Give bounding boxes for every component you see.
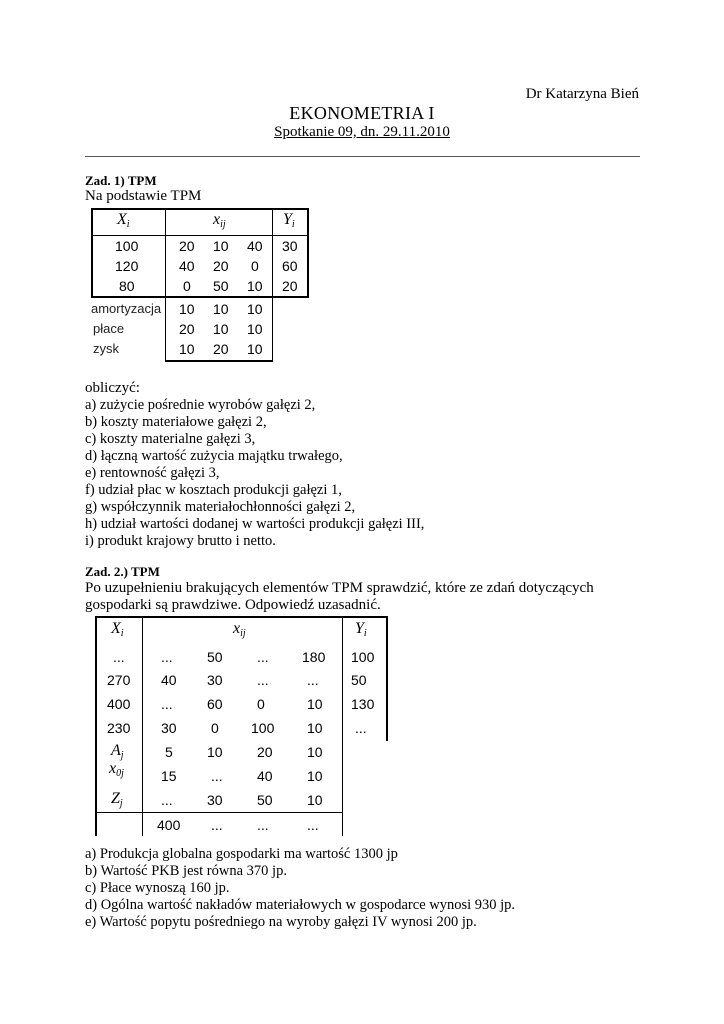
t1-border-mid: [91, 296, 309, 298]
t2-cell: 50: [351, 672, 367, 688]
t2-cell: ...: [211, 768, 223, 784]
t2-cell: ...: [307, 817, 319, 833]
t1-border-col1: [165, 208, 166, 362]
t1-cell: 20: [213, 341, 229, 357]
t1-row-label: amortyzacja: [91, 301, 162, 316]
header-divider: [85, 156, 640, 157]
t1-cell: 20: [179, 238, 195, 254]
t1-cell: 10: [213, 238, 229, 254]
list-item: e) rentowność gałęzi 3,: [85, 465, 220, 481]
t1-cell: 10: [179, 341, 195, 357]
task1-intro: Na podstawie TPM: [85, 188, 202, 204]
t2-cell: ...: [161, 696, 173, 712]
task2-intro-line1: Po uzupełnieniu brakujących elementów TPM sprawdzić, które ze zdań dotyczących: [85, 580, 594, 596]
t1-cell: 60: [282, 258, 298, 274]
list-item: d) Ogólna wartość nakładów materiałowych w gospodarce wynosi 930 jp.: [85, 897, 516, 913]
task2-list: [85, 846, 515, 931]
t1-cell: 30: [282, 238, 298, 254]
t2-head-X: $X_i$: [111, 620, 124, 639]
t1-cell: 10: [247, 278, 263, 294]
t1-border-bottom: [165, 360, 273, 362]
t1-cell: 10: [247, 321, 263, 337]
list-item: h) udział wartości dodanej w wartości produkcji gałęzi III,: [85, 516, 425, 532]
t2-cell: 400: [157, 817, 181, 833]
t2-cell: 0: [257, 696, 265, 712]
t1-border-right: [307, 208, 309, 298]
t2-border-left: [95, 616, 97, 836]
t2-cell: 30: [207, 672, 223, 688]
list-item: i) produkt krajowy brutto i netto.: [85, 533, 276, 549]
t2-label-A: $A_j$: [111, 742, 124, 761]
t2-cell: 50: [257, 792, 273, 808]
t1-cell: 50: [213, 278, 229, 294]
t2-cell: 10: [307, 696, 323, 712]
t1-cell: 10: [213, 301, 229, 317]
t2-cell: 100: [351, 649, 375, 665]
t2-cell: 10: [307, 792, 323, 808]
t1-cell: 40: [247, 238, 263, 254]
t2-cell: 270: [107, 672, 131, 688]
t1-border-top: [91, 208, 309, 210]
task1-list: [85, 397, 424, 550]
t2-cell: 0: [211, 720, 219, 736]
t2-cell: 180: [302, 649, 326, 665]
task2-heading: Zad. 2.) TPM: [85, 564, 160, 579]
t2-cell: 15: [161, 768, 177, 784]
t2-cell: 230: [107, 720, 131, 736]
t2-label-x0: $x_{0j}$: [109, 760, 124, 779]
t1-cell: 10: [213, 321, 229, 337]
t2-cell: ...: [161, 649, 173, 665]
t1-head-X: $X_i$: [117, 211, 130, 230]
t2-cell: 10: [307, 768, 323, 784]
t2-cell: ...: [257, 817, 269, 833]
t1-cell: 10: [179, 301, 195, 317]
t2-cell: 30: [207, 792, 223, 808]
t1-border-col2: [272, 208, 273, 362]
task2-intro-line2: gospodarki są prawdziwe. Odpowiedź uzasadnić.: [85, 597, 381, 613]
t2-cell: 10: [307, 744, 323, 760]
list-item: b) Wartość PKB jest równa 370 jp.: [85, 863, 287, 879]
t2-border-col2: [342, 616, 343, 836]
list-item: e) Wartość popytu pośredniego na wyroby gałęzi IV wynosi 200 jp.: [85, 914, 477, 930]
meeting-date: Spotkanie 09, dn. 29.11.2010: [274, 124, 450, 140]
t2-border-col1: [142, 616, 143, 836]
t2-cell: 60: [207, 696, 223, 712]
page-title: EKONOMETRIA I: [289, 103, 435, 123]
t2-cell: 10: [207, 744, 223, 760]
task1-heading: Zad. 1) TPM: [85, 173, 157, 188]
tpm-table-1: [85, 208, 315, 368]
t2-border-last: [95, 812, 343, 813]
t1-cell: 20: [282, 278, 298, 294]
t2-cell: 10: [307, 720, 323, 736]
t1-cell: 0: [183, 278, 191, 294]
t1-cell: 80: [119, 278, 135, 294]
t2-cell: 130: [351, 696, 375, 712]
t2-cell: 50: [207, 649, 223, 665]
t2-cell: 400: [107, 696, 131, 712]
t1-row-label: zysk: [93, 341, 119, 356]
t2-cell: 20: [257, 744, 273, 760]
t1-row-label: płace: [93, 321, 125, 336]
t2-cell: 40: [257, 768, 273, 784]
list-item: c) koszty materialne gałęzi 3,: [85, 431, 256, 447]
t1-head-Y: $Y_i$: [283, 211, 295, 230]
t2-cell: ...: [257, 649, 269, 665]
t2-cell: ...: [113, 649, 125, 665]
list-item: d) łączną wartość zużycia majątku trwałego,: [85, 448, 343, 464]
t2-label-Z: $Z_j$: [111, 790, 123, 809]
list-item: b) koszty materiałowe gałęzi 2,: [85, 414, 267, 430]
t2-cell: ...: [355, 720, 367, 736]
t2-cell: ...: [307, 672, 319, 688]
t1-head-x: $x_{ij}$: [213, 211, 226, 230]
t1-cell: 120: [115, 258, 139, 274]
t1-border-left: [91, 208, 93, 298]
tpm-table-2: [85, 616, 395, 838]
t1-cell: 10: [247, 301, 263, 317]
t1-cell: 100: [115, 238, 139, 254]
t1-cell: 10: [247, 341, 263, 357]
t2-head-x: $x_{ij}$: [233, 620, 246, 639]
t2-cell: 5: [165, 744, 173, 760]
t1-cell: 40: [179, 258, 195, 274]
list-item: a) zużycie pośrednie wyrobów gałęzi 2,: [85, 397, 316, 413]
t2-cell: 30: [161, 720, 177, 736]
t2-head-Y: $Y_i$: [355, 620, 367, 639]
t2-cell: 100: [251, 720, 275, 736]
list-item: f) udział płac w kosztach produkcji gałęzi 1,: [85, 482, 342, 498]
t2-cell: ...: [161, 792, 173, 808]
list-item: g) współczynnik materiałochłonności gałęzi 2,: [85, 499, 356, 515]
list-item: a) Produkcja globalna gospodarki ma wartość 1300 jp: [85, 846, 398, 862]
t2-border-right: [386, 616, 388, 741]
t1-cell: 20: [179, 321, 195, 337]
t2-cell: 40: [161, 672, 177, 688]
list-item: c) Płace wynoszą 160 jp.: [85, 880, 230, 896]
author-name: Dr Katarzyna Bień: [525, 86, 639, 102]
t1-cell: 0: [251, 258, 259, 274]
t2-cell: ...: [257, 672, 269, 688]
t2-border-top: [95, 616, 388, 618]
t1-cell: 20: [213, 258, 229, 274]
t2-cell: ...: [211, 817, 223, 833]
task1-compute-label: obliczyć:: [85, 380, 140, 396]
t1-border-head: [91, 235, 309, 236]
